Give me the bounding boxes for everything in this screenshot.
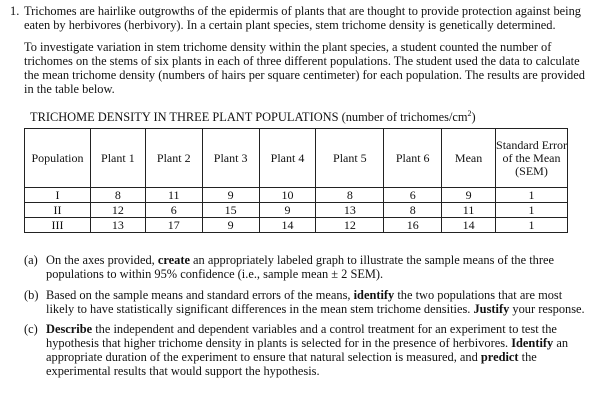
- cell-population: I: [25, 188, 91, 203]
- cell-plant-3: 15: [202, 203, 259, 218]
- cell-plant-5: 13: [316, 203, 384, 218]
- cell-plant-4: 9: [259, 203, 316, 218]
- question-intro: Trichomes are hairlike outgrowths of the epidermis of plants that are thought to provide protection against being eaten by herbivores (herbivory). In a certain plant species, stem trichome density is genetically determined.: [24, 4, 581, 32]
- investigation-paragraph: To investigate variation in stem trichome density within the plant species, a student counted the number of trichomes on the stems of six plants in each of three different populations. The student used the data to calculate the mean trichome density (numbers of hairs per square centimeter) for each population. The results are provided in the table below.: [24, 40, 585, 96]
- cell-plant-2: 11: [145, 188, 202, 203]
- cell-sem: 1: [496, 218, 568, 233]
- cell-mean: 11: [442, 203, 496, 218]
- cell-plant-2: 17: [145, 218, 202, 233]
- cell-population: III: [25, 218, 91, 233]
- table-title-text: TRICHOME DENSITY IN THREE PLANT POPULATIONS (number of trichomes/cm: [30, 110, 468, 124]
- question-number: 1.: [10, 4, 20, 18]
- cell-plant-4: 10: [259, 188, 316, 203]
- table-title: [30, 110, 476, 124]
- cell-plant-6: 16: [384, 218, 442, 233]
- cell-plant-3: 9: [202, 188, 259, 203]
- part-b: [24, 288, 590, 316]
- table-title-end: ): [471, 110, 476, 124]
- trichome-density-table: [24, 128, 568, 233]
- cell-plant-1: 13: [90, 218, 145, 233]
- cell-sem: 1: [496, 188, 568, 203]
- header-sem: Standard Error of the Mean (SEM): [496, 129, 568, 188]
- part-a-text: On the axes provided, create an appropriately labeled graph to illustrate the sample means of the three populations to within 95% confidence (i.e., sample mean ± 2 SEM).: [46, 253, 554, 281]
- header-population: Population: [25, 129, 91, 188]
- table-row: [25, 218, 568, 233]
- header-plant-6: Plant 6: [384, 129, 442, 188]
- header-plant-1: Plant 1: [90, 129, 145, 188]
- cell-plant-3: 9: [202, 218, 259, 233]
- header-plant-2: Plant 2: [145, 129, 202, 188]
- cell-plant-6: 6: [384, 188, 442, 203]
- cell-plant-6: 8: [384, 203, 442, 218]
- cell-population: II: [25, 203, 91, 218]
- cell-plant-5: 8: [316, 188, 384, 203]
- header-plant-4: Plant 4: [259, 129, 316, 188]
- cell-mean: 9: [442, 188, 496, 203]
- table-title-superscript: 2: [467, 108, 472, 118]
- cell-plant-1: 8: [90, 188, 145, 203]
- cell-mean: 14: [442, 218, 496, 233]
- part-b-label: (b): [24, 288, 39, 302]
- header-plant-3: Plant 3: [202, 129, 259, 188]
- part-c-label: (c): [24, 322, 38, 336]
- table-header-row: [25, 129, 568, 188]
- table-row: [25, 188, 568, 203]
- header-plant-5: Plant 5: [316, 129, 384, 188]
- cell-plant-4: 14: [259, 218, 316, 233]
- header-mean: Mean: [442, 129, 496, 188]
- cell-sem: 1: [496, 203, 568, 218]
- table-row: [25, 203, 568, 218]
- part-a-label: (a): [24, 253, 38, 267]
- part-c: [24, 322, 590, 378]
- part-a: [24, 253, 590, 281]
- cell-plant-1: 12: [90, 203, 145, 218]
- part-b-text: Based on the sample means and standard errors of the means, identify the two populations that are most likely to have statistically significant differences in the mean stem trichome densities. Justify your response.: [46, 288, 585, 316]
- cell-plant-5: 12: [316, 218, 384, 233]
- cell-plant-2: 6: [145, 203, 202, 218]
- part-c-text: Describe the independent and dependent variables and a control treatment for an experiment to test the hypothesis that higher trichome density in plants is selected for in the presence of herbivores. Identify an appropriate duration of the experiment to ensure that natural selection is measured, and predict the experimental results that would support the hypothesis.: [46, 322, 569, 378]
